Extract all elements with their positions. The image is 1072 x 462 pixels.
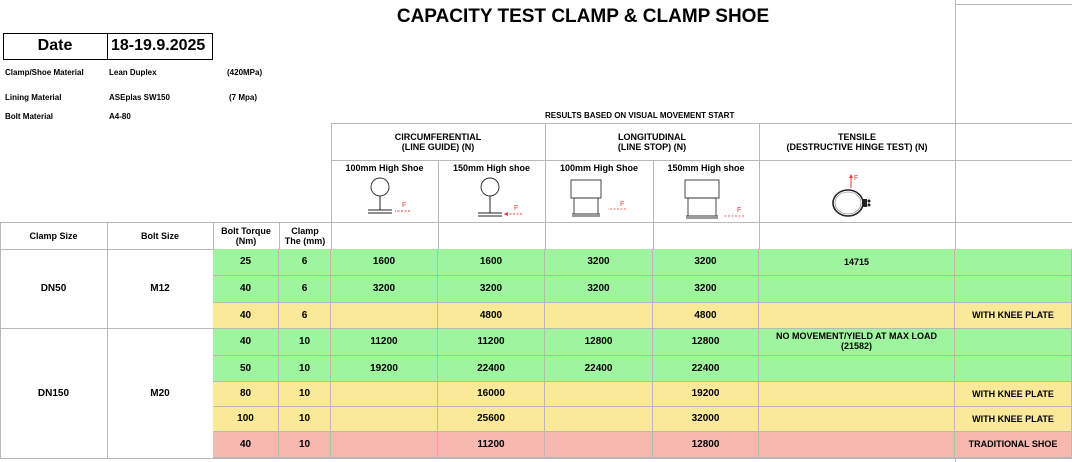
circ-150-cell: 1600 bbox=[438, 249, 545, 276]
circ-150-diagram bbox=[470, 175, 532, 221]
long-100-cell: 22400 bbox=[545, 356, 653, 382]
tensile-cell bbox=[759, 407, 955, 432]
long-100-diagram bbox=[568, 177, 632, 221]
long-100-cell bbox=[545, 382, 653, 407]
clamp-thickness-cell: 10 bbox=[279, 329, 331, 356]
circ-100-header: 100mm High Shoe bbox=[345, 163, 424, 173]
bolt-torque-cell: 25 bbox=[213, 249, 279, 276]
clamp-thickness-cell: 10 bbox=[279, 432, 331, 458]
clamp-material-label: Clamp/Shoe Material bbox=[5, 68, 84, 77]
clamp-thickness-cell: 10 bbox=[279, 407, 331, 432]
long-150-cell: 4800 bbox=[653, 303, 759, 329]
bolt-material-value: A4-80 bbox=[109, 112, 131, 121]
circ-100-cell bbox=[331, 407, 438, 432]
remark-cell bbox=[955, 276, 1072, 303]
date-label: Date bbox=[37, 37, 73, 54]
force-label: F bbox=[737, 207, 742, 214]
long-150-cell: 12800 bbox=[653, 329, 759, 356]
clamp-thickness-cell: 10 bbox=[279, 356, 331, 382]
remark-cell: WITH KNEE PLATE bbox=[955, 407, 1072, 432]
clamp-material-note: (420MPa) bbox=[227, 68, 263, 77]
lining-material-note: (7 Mpa) bbox=[229, 93, 257, 102]
tensile-cell bbox=[759, 356, 955, 382]
circ-100-cell: 19200 bbox=[331, 356, 438, 382]
results-note: RESULTS BASED ON VISUAL MOVEMENT START bbox=[545, 111, 735, 120]
long-100-cell: 3200 bbox=[545, 276, 653, 303]
bolt-torque-cell: 80 bbox=[213, 382, 279, 407]
force-label: F bbox=[402, 202, 407, 209]
long-150-cell: 32000 bbox=[653, 407, 759, 432]
circ-150-cell: 11200 bbox=[438, 329, 545, 356]
clamp-size-header: Clamp Size bbox=[29, 230, 78, 241]
clamp-thickness-cell: 10 bbox=[279, 382, 331, 407]
lining-material-value: ASEplas SW150 bbox=[109, 93, 170, 102]
circumferential-header: CIRCUMFERENTIAL (LINE GUIDE) (N) bbox=[394, 131, 482, 152]
long-100-header: 100mm High Shoe bbox=[559, 163, 639, 173]
bolt-size-m20: M20 bbox=[150, 387, 170, 399]
remark-cell: WITH KNEE PLATE bbox=[955, 382, 1072, 407]
remark-cell bbox=[955, 356, 1072, 382]
circ-100-cell bbox=[331, 432, 438, 458]
clamp-size-dn50: DN50 bbox=[40, 282, 67, 294]
long-150-header: 150mm High shoe bbox=[667, 163, 745, 173]
tensile-cell: 14715 bbox=[759, 249, 955, 276]
lining-material-label: Lining Material bbox=[5, 93, 62, 102]
long-150-cell: 12800 bbox=[653, 432, 759, 458]
remark-cell: WITH KNEE PLATE bbox=[955, 303, 1072, 329]
tensile-header: TENSILE (DESTRUCTIVE HINGE TEST) (N) bbox=[786, 131, 928, 152]
long-100-cell: 3200 bbox=[545, 249, 653, 276]
long-150-cell: 3200 bbox=[653, 276, 759, 303]
circ-150-cell: 3200 bbox=[438, 276, 545, 303]
remark-cell bbox=[955, 249, 1072, 276]
circ-150-header: 150mm High shoe bbox=[452, 163, 531, 173]
circ-150-cell: 16000 bbox=[438, 382, 545, 407]
date-value: 18-19.9.2025 bbox=[111, 37, 206, 54]
force-label: F bbox=[514, 205, 519, 212]
circ-150-cell: 25600 bbox=[438, 407, 545, 432]
tensile-cell bbox=[759, 303, 955, 329]
long-150-diagram bbox=[682, 177, 748, 221]
long-150-cell: 22400 bbox=[653, 356, 759, 382]
clamp-thickness-cell: 6 bbox=[279, 249, 331, 276]
bolt-torque-cell: 40 bbox=[213, 303, 279, 329]
force-label: F bbox=[854, 175, 859, 182]
bolt-torque-cell: 40 bbox=[213, 276, 279, 303]
long-100-cell bbox=[545, 303, 653, 329]
bolt-size-header: Bolt Size bbox=[140, 230, 179, 241]
circ-150-cell: 4800 bbox=[438, 303, 545, 329]
circ-100-cell: 11200 bbox=[331, 329, 438, 356]
clamp-thickness-cell: 6 bbox=[279, 276, 331, 303]
long-150-cell: 19200 bbox=[653, 382, 759, 407]
clamp-material-value: Lean Duplex bbox=[109, 68, 157, 77]
circ-100-cell bbox=[331, 382, 438, 407]
circ-150-cell: 11200 bbox=[438, 432, 545, 458]
long-100-cell: 12800 bbox=[545, 329, 653, 356]
circ-100-cell: 3200 bbox=[331, 276, 438, 303]
tensile-cell bbox=[759, 432, 955, 458]
circ-150-cell: 22400 bbox=[438, 356, 545, 382]
bolt-material-label: Bolt Material bbox=[5, 112, 54, 121]
circ-100-cell bbox=[331, 303, 438, 329]
remark-cell bbox=[955, 329, 1072, 356]
long-100-cell bbox=[545, 407, 653, 432]
tensile-cell: NO MOVEMENT/YIELD AT MAX LOAD (21582) bbox=[759, 329, 955, 356]
long-100-cell bbox=[545, 432, 653, 458]
bolt-torque-cell: 50 bbox=[213, 356, 279, 382]
clamp-thickness-cell: 6 bbox=[279, 303, 331, 329]
bolt-torque-header: Bolt Torque (Nm) bbox=[221, 225, 271, 246]
clamp-size-dn150: DN150 bbox=[37, 387, 70, 399]
bolt-torque-cell: 40 bbox=[213, 329, 279, 356]
circ-100-cell: 1600 bbox=[331, 249, 438, 276]
bolt-torque-cell: 100 bbox=[213, 407, 279, 432]
bolt-size-m12: M12 bbox=[150, 282, 170, 294]
tensile-cell bbox=[759, 382, 955, 407]
longitudinal-header: LONGITUDINAL (LINE STOP) (N) bbox=[617, 131, 687, 152]
circ-100-diagram bbox=[360, 175, 420, 221]
clamp-thickness-header: Clamp The (mm) bbox=[284, 225, 326, 246]
remark-cell: TRADITIONAL SHOE bbox=[955, 432, 1072, 458]
tensile-cell bbox=[759, 276, 955, 303]
long-150-cell: 3200 bbox=[653, 249, 759, 276]
bolt-torque-cell: 40 bbox=[213, 432, 279, 458]
tensile-diagram bbox=[826, 170, 882, 222]
force-label: F bbox=[620, 201, 625, 208]
page-title: CAPACITY TEST CLAMP & CLAMP SHOE bbox=[396, 6, 770, 27]
